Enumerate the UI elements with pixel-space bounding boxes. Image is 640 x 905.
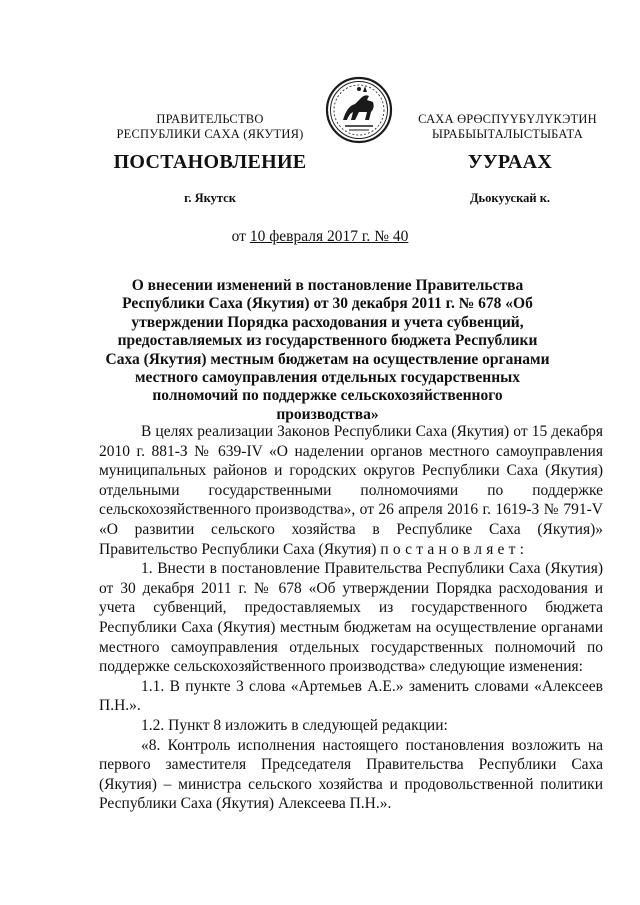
right-org-name <box>385 112 630 142</box>
coat-of-arms-emblem-icon <box>325 76 393 144</box>
left-org-line-1: ПРАВИТЕЛЬСТВО <box>156 112 264 126</box>
document-title: О внесении изменений в постановление Правительства Республики Саха (Якутия) от 30 декабря 2011 г. № 678 «Об утверждении Порядка расходования и учета субвенций, предоставляемых из государственного бюджета Республики Саха (Якутия) местным бюджетам на осуществление органами местного самоуправления отдельных государственных полномочий по поддержке сельскохозяйственного производства» <box>105 277 550 423</box>
document-body <box>99 422 603 814</box>
left-doc-type: ПОСТАНОВЛЕНИЕ <box>113 151 307 173</box>
right-org-line-2: ЫРАБЫЫТАЛЫСТЫБАТА <box>432 127 583 141</box>
resolves-word: постановляет: <box>380 540 529 558</box>
left-org-line-2: РЕСПУБЛИКИ САХА (ЯКУТИЯ) <box>116 127 304 141</box>
number-sign: № <box>370 228 393 245</box>
left-city: г. Якутск <box>184 191 236 205</box>
item-1-paragraph: 1. Внести в постановление Правительства Республики Саха (Якутия) от 30 декабря 2011 г. № 678 «Об утверждении Порядка расходования и учета субвенций, предоставляемых из государственного бюджета Республики Саха (Якутия) местным бюджетам на осуществление органами местного самоуправления отдельных государственных полномочий по поддержке сельскохозяйственного производства» следующие изменения: <box>99 560 603 676</box>
document-number: 40 <box>392 228 409 245</box>
date-prefix: от <box>231 228 250 245</box>
item-1-2-paragraph: 1.2. Пункт 8 изложить в следующей редакции: <box>141 716 448 734</box>
preamble-paragraph <box>99 422 603 559</box>
item-1-1-paragraph: 1.1. В пункте 3 слова «Артемьев А.Е.» заменить словами «Алексеев П.Н.». <box>99 677 603 715</box>
right-doc-type: УУРААХ <box>467 151 553 173</box>
preamble-text: В целях реализации Законов Республики Саха (Якутия) от 15 декабря 2010 г. 881-З № 639-IV «О наделении органов местного самоуправления муниципальных районов и городских округов Республики Саха (Якутия) отдельными государственными полномочиями по поддержке сельскохозяйственного производства», от 26 апреля 2016 г. 1619-З № 791-V «О развитии сельского хозяйства в Республике Саха (Якутия)» Правительство Республики Саха (Якутия) <box>99 423 603 558</box>
item-8-paragraph: «8. Контроль исполнения настоящего постановления возложить на первого заместителя Председателя Правительства Республики Саха (Якутия) – министра сельского хозяйства и продовольственной политики Республики Саха (Якутия) Алексеева П.Н.». <box>99 736 603 813</box>
document-date: 10 февраля 2017 г. <box>249 228 371 245</box>
right-org-line-1: САХА ӨРӨСПҮҮБҮЛҮКЭТИН <box>418 112 597 126</box>
left-org-name <box>95 112 325 142</box>
right-city: Дьокуускай к. <box>469 191 551 205</box>
date-number-line <box>0 228 640 246</box>
